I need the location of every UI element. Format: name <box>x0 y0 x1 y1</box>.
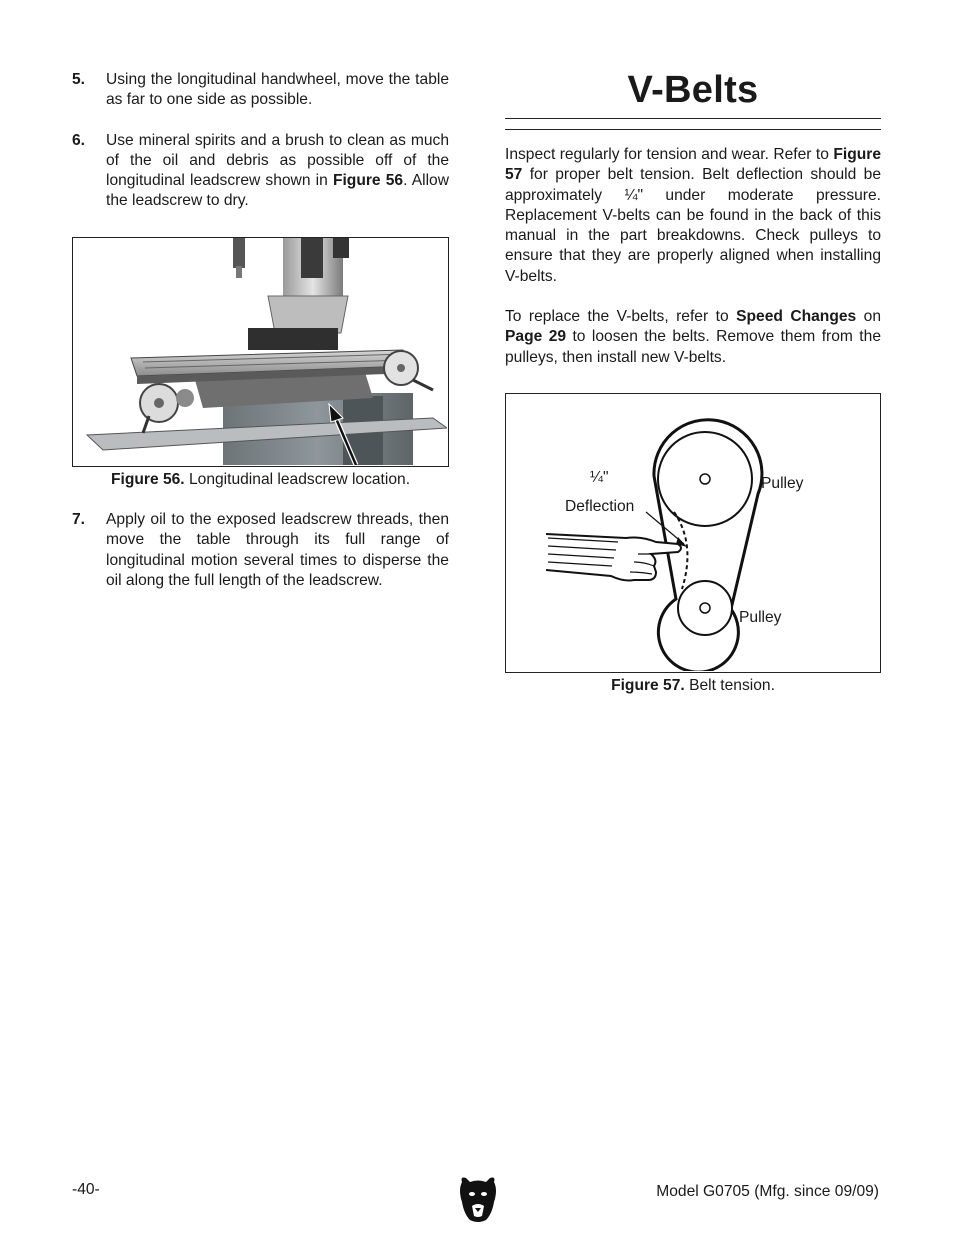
figure-reference: Figure 57 <box>505 146 881 184</box>
fraction-label: ¼" <box>590 468 609 486</box>
left-column <box>72 70 449 591</box>
model-info: Model G0705 (Mfg. since 09/09) <box>656 1183 879 1200</box>
figure-57-caption: Figure 57. Belt tension. <box>611 676 775 694</box>
mill-table-illustration <box>73 238 447 465</box>
deflection-label: Deflection <box>565 497 635 515</box>
page-reference: Page 29 <box>505 328 567 346</box>
step-text: Use mineral spirits and a brush to clean as much of the oil and debris as possible off of the longitudinal leadscrew shown in Figure 56. Allow the leadscrew to dry. <box>106 131 449 210</box>
step-number: 7. <box>72 511 86 529</box>
belt-tension-diagram <box>506 394 879 671</box>
step-text: Using the longitudinal handwheel, move the table as far to one side as possible. <box>106 71 449 109</box>
step-number: 5. <box>72 71 86 88</box>
pointing-hand-icon <box>546 534 681 581</box>
page-number: -40- <box>72 1181 100 1198</box>
figure-56-photo <box>72 237 449 467</box>
step-6 <box>72 131 449 212</box>
pulley-top-label: Pulley <box>761 474 804 492</box>
section-title: V-Belts <box>627 69 759 111</box>
figure-56-caption: Figure 56. Longitudinal leadscrew location. <box>110 470 411 488</box>
figure-reference: Figure 56 <box>332 172 404 190</box>
step-text: Apply oil to the exposed leadscrew threads, then move the table through its full range of longitudinal motion several times to disperse the oil along the full length of the leadscrew. <box>106 511 449 589</box>
pulley-bottom-label: Pulley <box>739 608 782 626</box>
bear-head-logo-icon <box>458 1176 498 1224</box>
title-rule-top <box>505 118 881 119</box>
paragraph-replace: To replace the V-belts, refer to Speed Changes on Page 29 to loosen the belts. Remove them from the pulleys, then install new V-belts. <box>505 308 882 366</box>
speed-changes-reference: Speed Changes <box>736 308 857 326</box>
paragraph-inspect: Inspect regularly for tension and wear. Refer to Figure 57 for proper belt tension. Belt deflection should be approximately ¼" under moderate pressure. Replacement V-belts can be found in the back of this manual in the part breakdowns. Check pulleys to ensure that they are properly aligned when installing V-belts. <box>505 146 881 285</box>
step-number: 6. <box>72 131 86 149</box>
step-5 <box>72 70 449 111</box>
step-7 <box>72 510 449 591</box>
figure-57-diagram <box>505 393 881 673</box>
right-column <box>505 70 881 696</box>
